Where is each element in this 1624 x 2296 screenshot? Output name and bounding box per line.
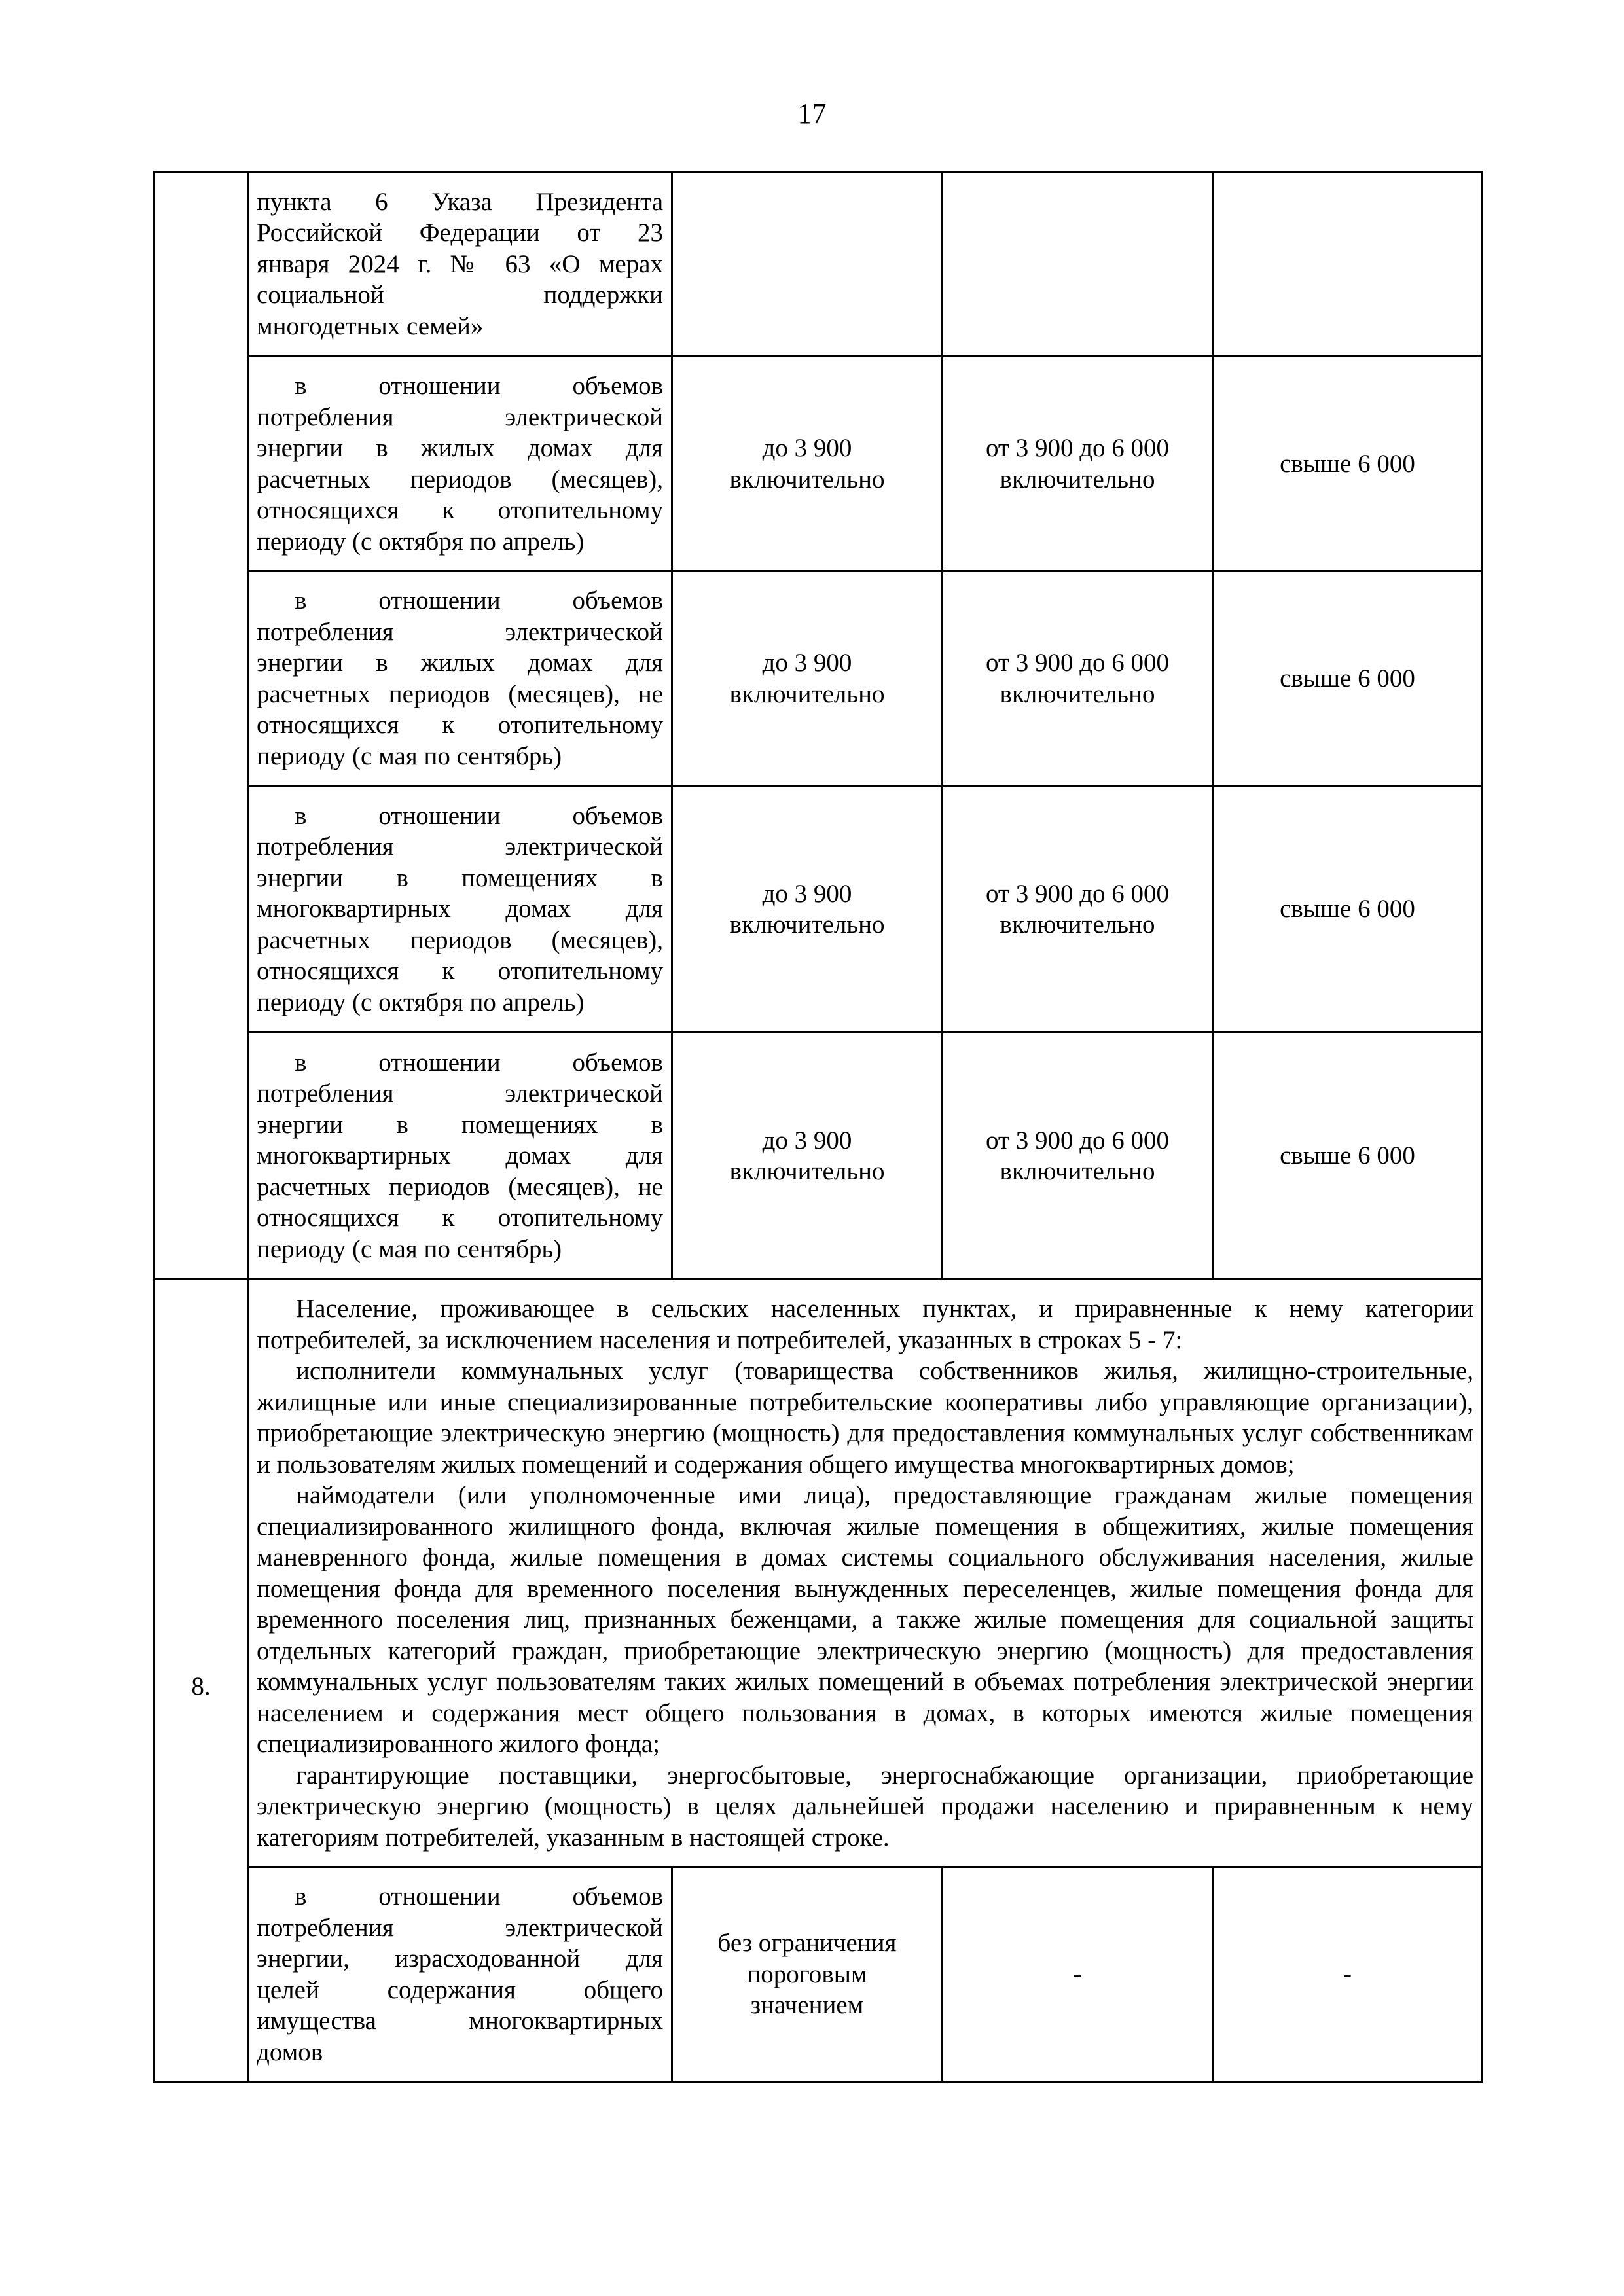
description-cell — [248, 1033, 672, 1280]
description-line: социальной поддержки — [257, 281, 663, 310]
description-cell — [248, 172, 672, 357]
category-paragraph: наймодатели (или уполномоченные ими лица), предоставляющие гражданам жилые помещения специализированного жилищного фонда, включая жилые помещения в общежитиях, жилые помещения маневренного фонда, жилые помещения в домах системы социального обслуживания населения, жилые помещения фонда для временного поселения вынужденных переселенцев, жилые помещения фонда для временного поселения лиц, признанных беженцами, а также жилые помещения для социальной защиты отдельных категорий граждан, приобретающие электрическую энергию (мощность) для предоставления коммунальных услуг пользователям таких жилых помещений в объемах потребления электрической энергии населением и содержания мест общего пользования в домах, в которых имеются жилые помещения специализированного жилого фонда; — [257, 1481, 1473, 1758]
description-line: потребления электрической — [257, 1913, 663, 1942]
description-line: потребления электрической — [257, 1079, 663, 1108]
value-line: включительно — [729, 679, 885, 708]
tariff-table — [153, 171, 1483, 2083]
description-line: расчетных периодов (месяцев), не — [257, 679, 663, 708]
threshold-low-cell — [672, 1867, 943, 2082]
description-line: периоду (с октября по апрель) — [257, 527, 585, 556]
empty-cell — [943, 172, 1213, 357]
description-line: в отношении объемов — [295, 1048, 663, 1077]
description-line: потребления электрической — [257, 617, 663, 646]
value-line: свыше 6 000 — [1280, 664, 1415, 692]
table-row — [154, 1280, 1483, 1867]
table-row — [154, 1867, 1483, 2082]
threshold-mid-cell — [943, 786, 1213, 1033]
table-row — [154, 1033, 1483, 1280]
value-line: до 3 900 — [762, 434, 852, 462]
threshold-low-cell — [672, 786, 943, 1033]
threshold-low-cell — [672, 571, 943, 786]
threshold-high-cell — [1213, 1867, 1483, 2082]
value-line: включительно — [1000, 910, 1155, 939]
threshold-mid-cell — [943, 1867, 1213, 2082]
description-line: многоквартирных домах для — [257, 895, 663, 924]
table-row — [154, 357, 1483, 571]
value-line: включительно — [1000, 465, 1155, 493]
value-line: включительно — [729, 465, 885, 493]
threshold-low-cell — [672, 1033, 943, 1280]
value-line: от 3 900 до 6 000 — [985, 649, 1170, 677]
description-line: в отношении объемов — [295, 372, 663, 400]
value-line: до 3 900 — [762, 649, 852, 677]
table-row — [154, 786, 1483, 1033]
threshold-high-cell — [1213, 786, 1483, 1033]
table-row — [154, 172, 1483, 357]
description-line: относящихся к отопительному — [257, 1204, 663, 1232]
value-line: свыше 6 000 — [1280, 1141, 1415, 1170]
row-number-cell: 8. — [154, 1280, 248, 2082]
description-line: Российской Федерации от 23 — [257, 219, 663, 247]
category-paragraph: Население, проживающее в сельских населенных пунктах, и приравненные к нему категории потребителей, за исключением населения и потребителей, указанных в строках 5 - 7: — [257, 1295, 1473, 1354]
value-line: до 3 900 — [762, 1126, 852, 1155]
description-line: домов — [257, 2037, 323, 2066]
threshold-low-cell — [672, 357, 943, 571]
description-line: периоду (с мая по сентябрь) — [257, 742, 562, 770]
threshold-mid-cell — [943, 1033, 1213, 1280]
description-line: относящихся к отопительному — [257, 711, 663, 739]
description-line: энергии в помещениях в — [257, 1110, 663, 1139]
threshold-high-cell — [1213, 1033, 1483, 1280]
description-line: энергии в жилых домах для — [257, 434, 663, 462]
value-line: включительно — [729, 910, 885, 939]
value-line: от 3 900 до 6 000 — [985, 434, 1170, 462]
description-cell — [248, 786, 672, 1033]
threshold-mid-cell — [943, 571, 1213, 786]
value-line: без ограничения — [717, 1929, 897, 1958]
category-paragraph: гарантирующие поставщики, энергосбытовые, энергоснабжающие организации, приобретающие электрическую энергию (мощность) в целях дальнейшей продажи населению и приравненным к нему категориям потребителей, указанным в настоящей строке. — [257, 1761, 1473, 1852]
description-line: в отношении объемов — [295, 1882, 663, 1910]
value-line: свыше 6 000 — [1280, 895, 1415, 924]
description-line: периоду (с мая по сентябрь) — [257, 1234, 562, 1263]
description-line: января 2024 г. № 63 «О мерах — [257, 249, 663, 278]
description-cell — [248, 1867, 672, 2082]
category-paragraph: исполнители коммунальных услуг (товарищества собственников жилья, жилищно-строительные, жилищные или иные специализированные потребительские кооперативы либо управляющие организации), приобретающие электрическую энергию (мощность) для предоставления коммунальных услуг собственникам и пользователям жилых помещений и содержания общего имущества многоквартирных домов; — [257, 1357, 1473, 1479]
value-line: включительно — [729, 1157, 885, 1185]
description-line: потребления электрической — [257, 833, 663, 861]
category-description-cell — [248, 1280, 1483, 1867]
table-row — [154, 571, 1483, 786]
description-line: потребления электрической — [257, 403, 663, 431]
description-line: многоквартирных домах для — [257, 1141, 663, 1170]
description-line: имущества многоквартирных — [257, 2007, 663, 2035]
description-line: расчетных периодов (месяцев), — [257, 925, 663, 954]
description-line: расчетных периодов (месяцев), не — [257, 1172, 663, 1201]
description-line: энергии, израсходованной для — [257, 1945, 663, 1973]
page-number: 17 — [797, 98, 827, 130]
description-line: расчетных периодов (месяцев), — [257, 465, 663, 493]
description-line: энергии в помещениях в — [257, 863, 663, 892]
value-line: включительно — [1000, 1157, 1155, 1185]
empty-cell — [1213, 172, 1483, 357]
description-line: относящихся к отопительному — [257, 957, 663, 986]
row-number-cell — [154, 172, 248, 1280]
description-line: энергии в жилых домах для — [257, 649, 663, 677]
threshold-high-cell — [1213, 571, 1483, 786]
value-line: - — [1073, 1960, 1082, 1988]
description-line: в отношении объемов — [295, 586, 663, 615]
value-line: от 3 900 до 6 000 — [985, 879, 1170, 908]
description-line: пункта 6 Указа Президента — [257, 187, 663, 216]
value-line: пороговым — [747, 1960, 867, 1988]
description-line: многодетных семей» — [257, 312, 484, 340]
description-line: периоду (с октября по апрель) — [257, 988, 585, 1016]
value-line: включительно — [1000, 679, 1155, 708]
value-line: - — [1343, 1960, 1352, 1988]
threshold-mid-cell — [943, 357, 1213, 571]
description-cell — [248, 357, 672, 571]
empty-cell — [672, 172, 943, 357]
value-line: значением — [750, 1991, 864, 2020]
description-line: относящихся к отопительному — [257, 496, 663, 524]
threshold-high-cell — [1213, 357, 1483, 571]
value-line: от 3 900 до 6 000 — [985, 1126, 1170, 1155]
value-line: свыше 6 000 — [1280, 449, 1415, 478]
description-cell — [248, 571, 672, 786]
description-line: в отношении объемов — [295, 801, 663, 830]
description-line: целей содержания общего — [257, 1975, 663, 2004]
value-line: до 3 900 — [762, 879, 852, 908]
